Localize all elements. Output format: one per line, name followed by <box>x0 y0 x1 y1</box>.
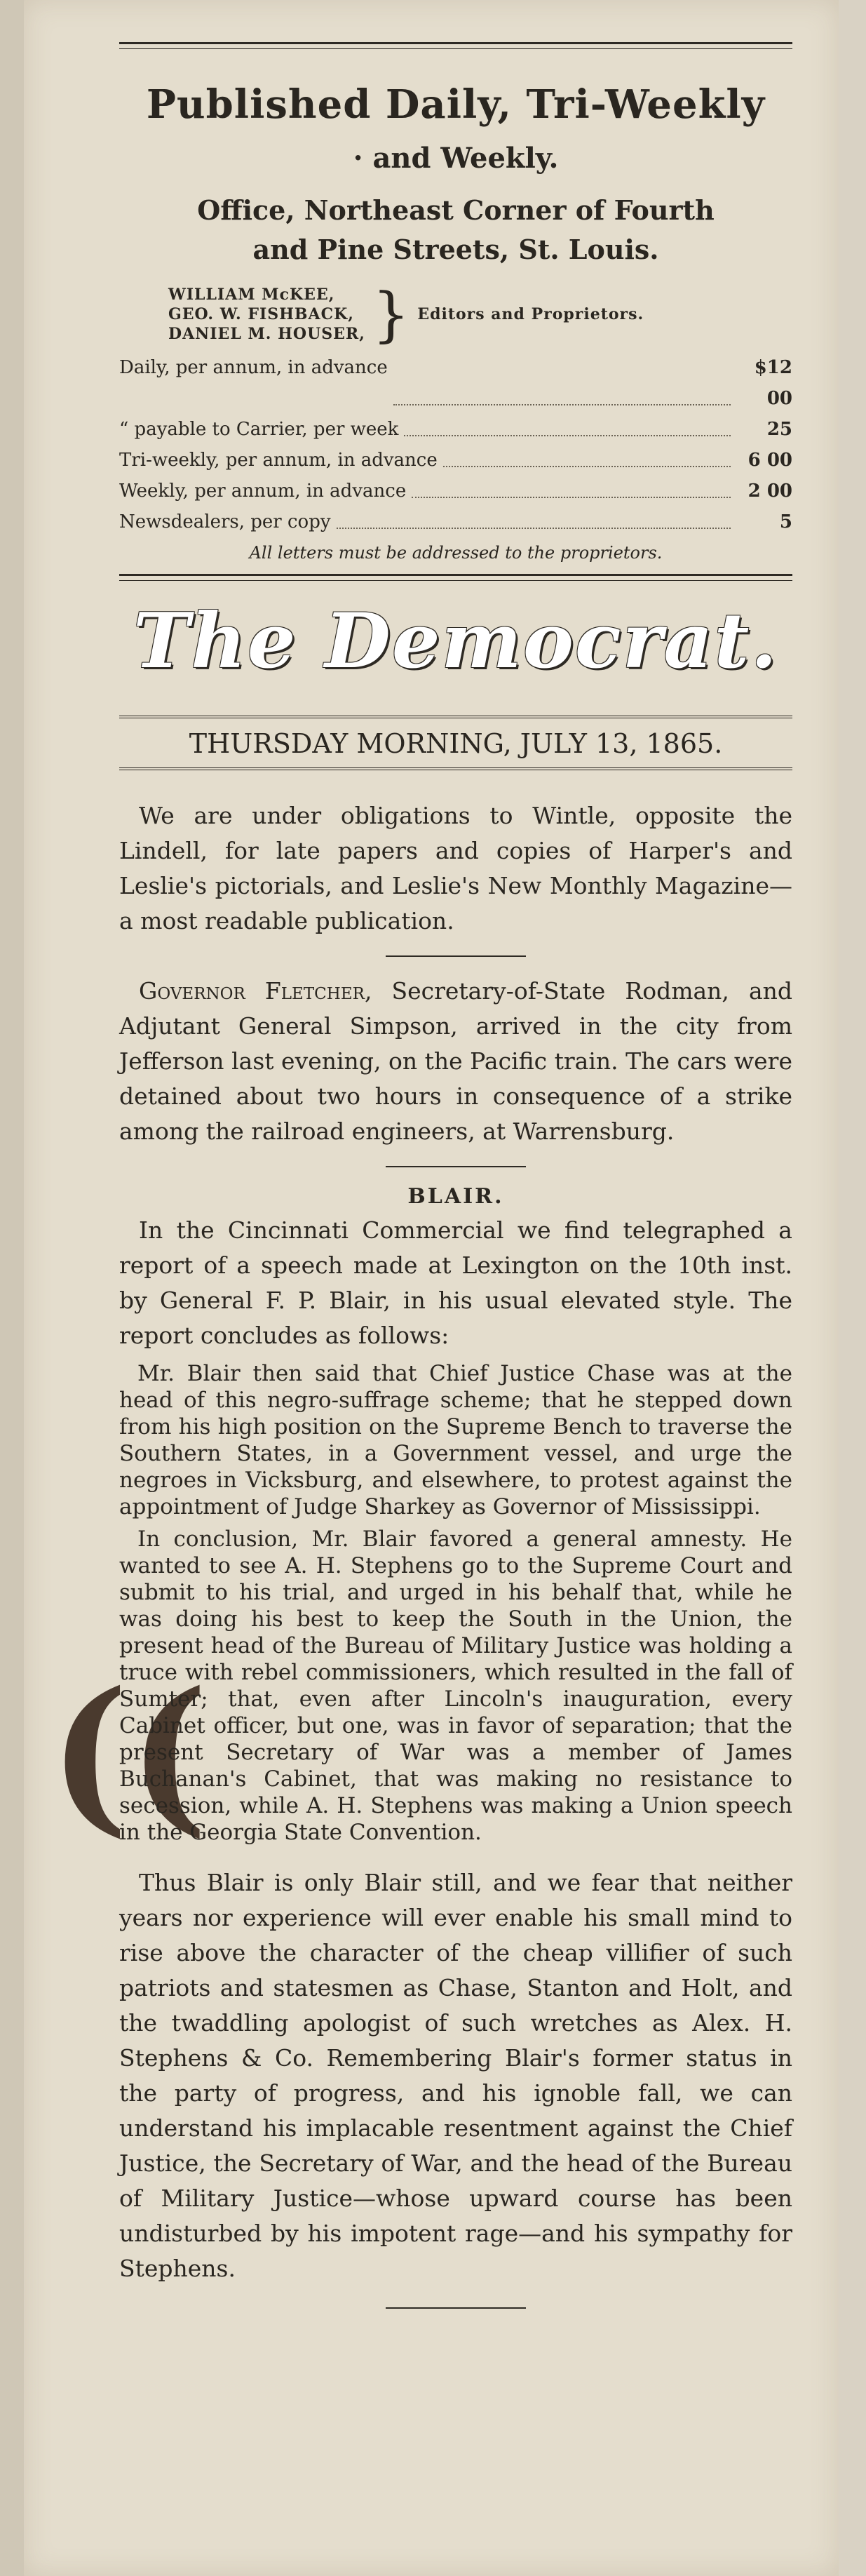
rate-label: “ payable to Carrier, per week <box>119 419 399 440</box>
spacer <box>119 770 792 798</box>
brace-glyph: } <box>372 280 411 349</box>
office-line-1: Office, Northeast Corner of Fourth <box>197 194 715 226</box>
publisher-line-1: Published Daily, Tri-Weekly <box>146 81 766 128</box>
rate-price: 2 00 <box>747 481 792 502</box>
rate-row <box>119 476 792 507</box>
rate-label: Weekly, per annum, in advance <box>119 481 407 502</box>
rate-row <box>119 414 792 445</box>
leader-dots <box>337 507 731 529</box>
newspaper-masthead: The Democrat. <box>133 597 778 685</box>
handwritten-bracket-mark: (( <box>49 1655 209 1853</box>
editor-name: GEO. W. FISHBACK, <box>168 305 354 323</box>
separator-rule <box>386 1166 526 1167</box>
separator-rule <box>386 955 526 957</box>
rate-label: Tri-weekly, per annum, in advance <box>119 450 438 471</box>
article-column <box>119 42 792 2326</box>
rate-row <box>119 352 792 414</box>
notice-governor-lead: Governor Fletcher, <box>139 977 372 1005</box>
rate-label: Daily, per annum, in advance <box>119 357 388 378</box>
rate-price: 6 00 <box>747 450 792 471</box>
masthead-rule-thin <box>119 580 792 581</box>
blair-quote-2: In conclusion, Mr. Blair favored a general amnesty. He wanted to see A. H. Stephens go to the Supreme Court and submit to his trial, and urged in his behalf that, while he was doing his best to keep the South in the Union, the present head of the Bureau of Military Justice was holding a truce with rebel commissioners, which resulted in the fall of Sumter; that, even after Lincoln's inauguration, every Cabinet officer, but one, was in favor of separation; that the present Secretary of War was a member of James Buchanan's Cabinet, that was making no resistance to secession, while A. H. Stephens was making a Union speech in the Georgia State Convention. <box>119 1527 792 1845</box>
notice-governor <box>119 974 792 1149</box>
letters-note: All letters must be addressed to the proprietors. <box>249 543 663 563</box>
end-rule <box>386 2307 526 2309</box>
rate-row <box>119 445 792 476</box>
notice-governor-body: Secretary-of-State Rodman, and Adjutant General Simpson, arrived in the city from Jefferson last evening, on the Pacific train. The cars were detained about two hours in consequence of a strike among the railroad engineers, at Warrensburg. <box>119 977 792 1145</box>
rate-price: 25 <box>766 419 792 440</box>
spacer <box>119 1520 792 1526</box>
leader-dots <box>443 445 731 467</box>
leader-dots <box>404 414 731 436</box>
dateline: THURSDAY MORNING, JULY 13, 1865. <box>119 716 792 770</box>
editor-names <box>168 285 365 344</box>
article-heading: BLAIR. <box>407 1184 504 1209</box>
editors-role: Editors and Proprietors. <box>417 305 644 323</box>
editors-block <box>168 280 792 349</box>
editor-name: DANIEL M. HOUSER, <box>168 325 365 343</box>
editor-name: WILLIAM McKEE, <box>168 286 335 304</box>
top-rule <box>119 42 792 44</box>
leader-dots <box>393 352 731 405</box>
rate-label: Newsdealers, per copy <box>119 511 331 532</box>
leader-dots <box>412 476 731 498</box>
blair-quote-1: Mr. Blair then said that Chief Justice Chase was at the head of this negro-suffrage scheme; that he stepped down from his high position on the Supreme Bench to traverse the Southern States, in a Government vessel, and urge the negroes in Vicksburg, and elsewhere, to protest against the appointment of Judge Sharkey as Governor of Mississippi. <box>119 1361 792 1520</box>
blair-intro: In the Cincinnati Commercial we find telegraphed a report of a speech made at Lexington on the 10th inst. by General F. P. Blair, in his usual elevated style. The report concludes as follows: <box>119 1216 792 1349</box>
publisher-line-2: · and Weekly. <box>353 142 559 175</box>
rate-price: $12 00 <box>754 357 792 409</box>
top-rule-thin <box>119 48 792 49</box>
rate-row <box>119 507 792 537</box>
rate-price: 5 <box>779 511 792 532</box>
paper-backing-edge <box>0 0 24 2576</box>
office-line-2: and Pine Streets, St. Louis. <box>252 234 659 265</box>
spacer <box>119 1846 792 1865</box>
rate-list <box>119 352 792 537</box>
masthead-rule-top <box>119 574 792 576</box>
blair-closing: Thus Blair is only Blair still, and we fear that neither years nor experience will ever enable his small mind to rise above the character of the cheap villifier of such patriots and statesmen as Chase, Stanton and Holt, and the twaddling apologist of such wretches as Alex. H. Stephens & Co. Remembering Blair's former status in the party of progress, and his ignoble fall, we can understand his implacable resentment against the Chief Justice, the Secretary of War, and the head of the Bureau of Military Justice—whose upward course has been undisturbed by his impotent rage—and his sympathy for Stephens. <box>119 1869 792 2282</box>
spacer <box>119 1353 792 1360</box>
notice-wintle: We are under obligations to Wintle, opposite the Lindell, for late papers and copies of Harper's and Leslie's pictorials, and Leslie's New Monthly Magazine—a most readable publication. <box>119 802 792 934</box>
